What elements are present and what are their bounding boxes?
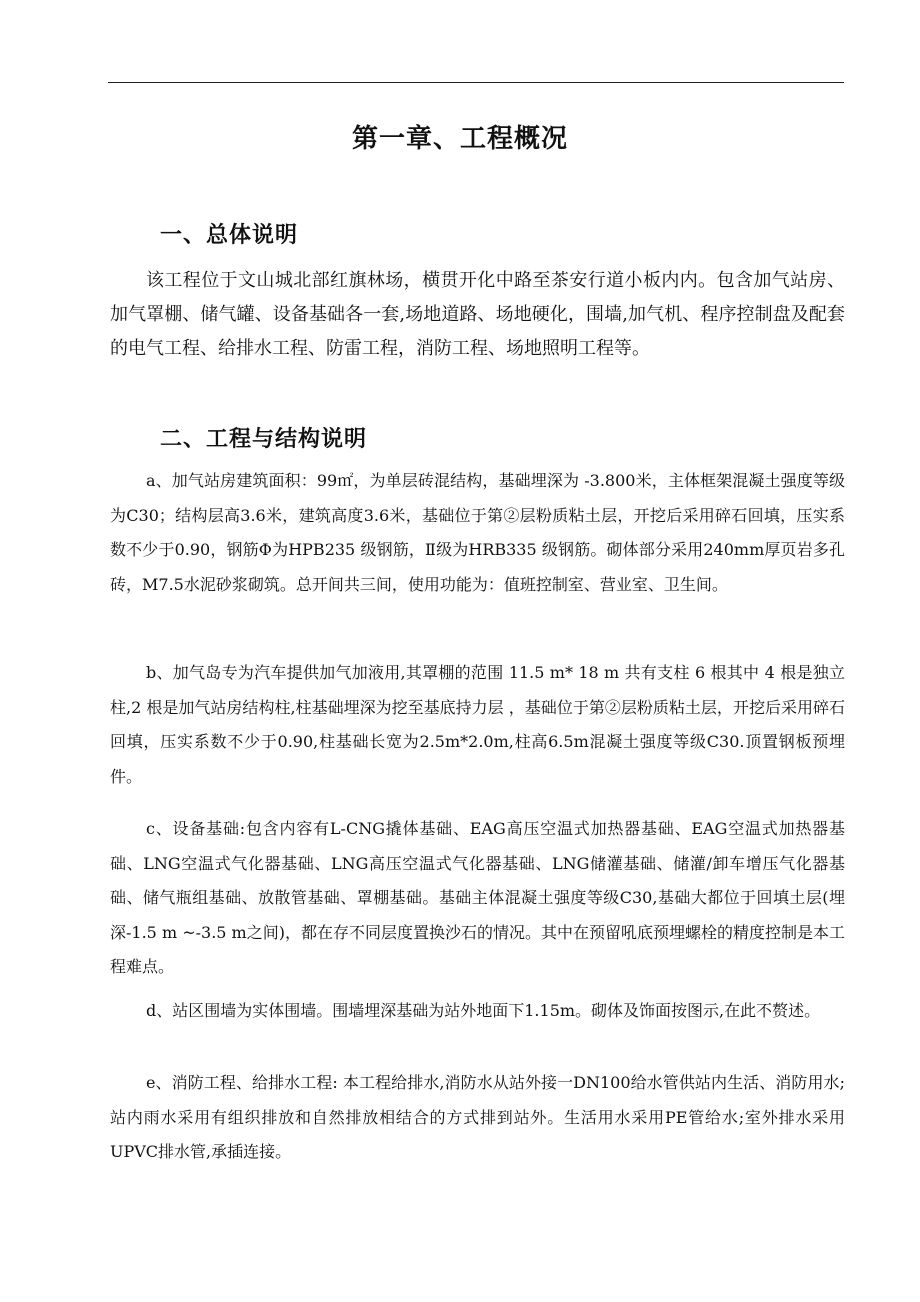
overview-paragraph: 该工程位于文山城北部红旗林场，横贯开化中路至茶安行道小板内内。包含加气站房、加气罩棚、储气罐、设备基础各一套,场地道路、场地硬化，围墙,加气机、程序控制盘及配套的电气工程、给排水工程、防雷工程，消防工程、场地照明工程等。 (110, 270, 845, 359)
paragraph-b: b、加气岛专为汽车提供加气加液用,其罩棚的范围 11.5 m* 18 m 共有支柱 6 根其中 4 根是独立柱,2 根是加气站房结构柱,柱基础埋深为挖至基底持力层 ，基础位于第②层粉质粘土层，开挖后采用碎石回填，压实系数不少于0.90,柱基础长宽为2.5m*2.0m,柱高6.5m混凝土强度等级C30.顶置钢板预埋件。 (110, 663, 845, 786)
paragraph-c: c、设备基础:包含内容有L-CNG撬体基础、EAG高压空温式加热器基础、EAG空温式加热器基础、LNG空温式气化器基础、LNG高压空温式气化器基础、LNG储灌基础、储灌/卸车增压气化器基础、储气瓶组基础、放散管基础、罩棚基础。基础主体混凝土强度等级C30,基础大都位于回填土层(埋深-1.5 m ~-3.5 m之间)，都在存不同层度置换沙石的情况。其中在预留吼底预埋螺栓的精度控制是本工程难点。 (110, 819, 845, 977)
header-rule (108, 82, 844, 83)
section-heading-structure: 二、工程与结构说明 (160, 426, 368, 452)
paragraph-d: d、站区围墙为实体围墙。围墙埋深基础为站外地面下1.15m。砌体及饰面按图示,在此不赘述。 (146, 1001, 821, 1020)
paragraph-e: e、消防工程、给排水工程: 本工程给排水,消防水从站外接一DN100给水管供站内生活、消防用水;站内雨水采用有组织排放和自然排放相结合的方式排到站外。生活用水采用PE管给水;室外排水采用UPVC排水管,承插连接。 (110, 1073, 845, 1162)
section-heading-overview: 一、总体说明 (160, 222, 299, 248)
paragraph-a: a、加气站房建筑面积：99㎡，为单层砖混结构，基础埋深为 -3.800米，主体框架混凝土强度等级为C30；结构层高3.6米，建筑高度3.6米，基础位于第②层粉质粘土层，开挖后采用碎石回填，压实系数不少于0.90，钢筋Φ为HPB235 级钢筋，Ⅱ级为HRB335 级钢筋。砌体部分采用240mm厚页岩多孔砖，M7.5水泥砂浆砌筑。总开间共三间，使用功能为：值班控制室、营业室、卫生间。 (110, 471, 845, 594)
chapter-title: 第一章、工程概况 (351, 124, 568, 154)
